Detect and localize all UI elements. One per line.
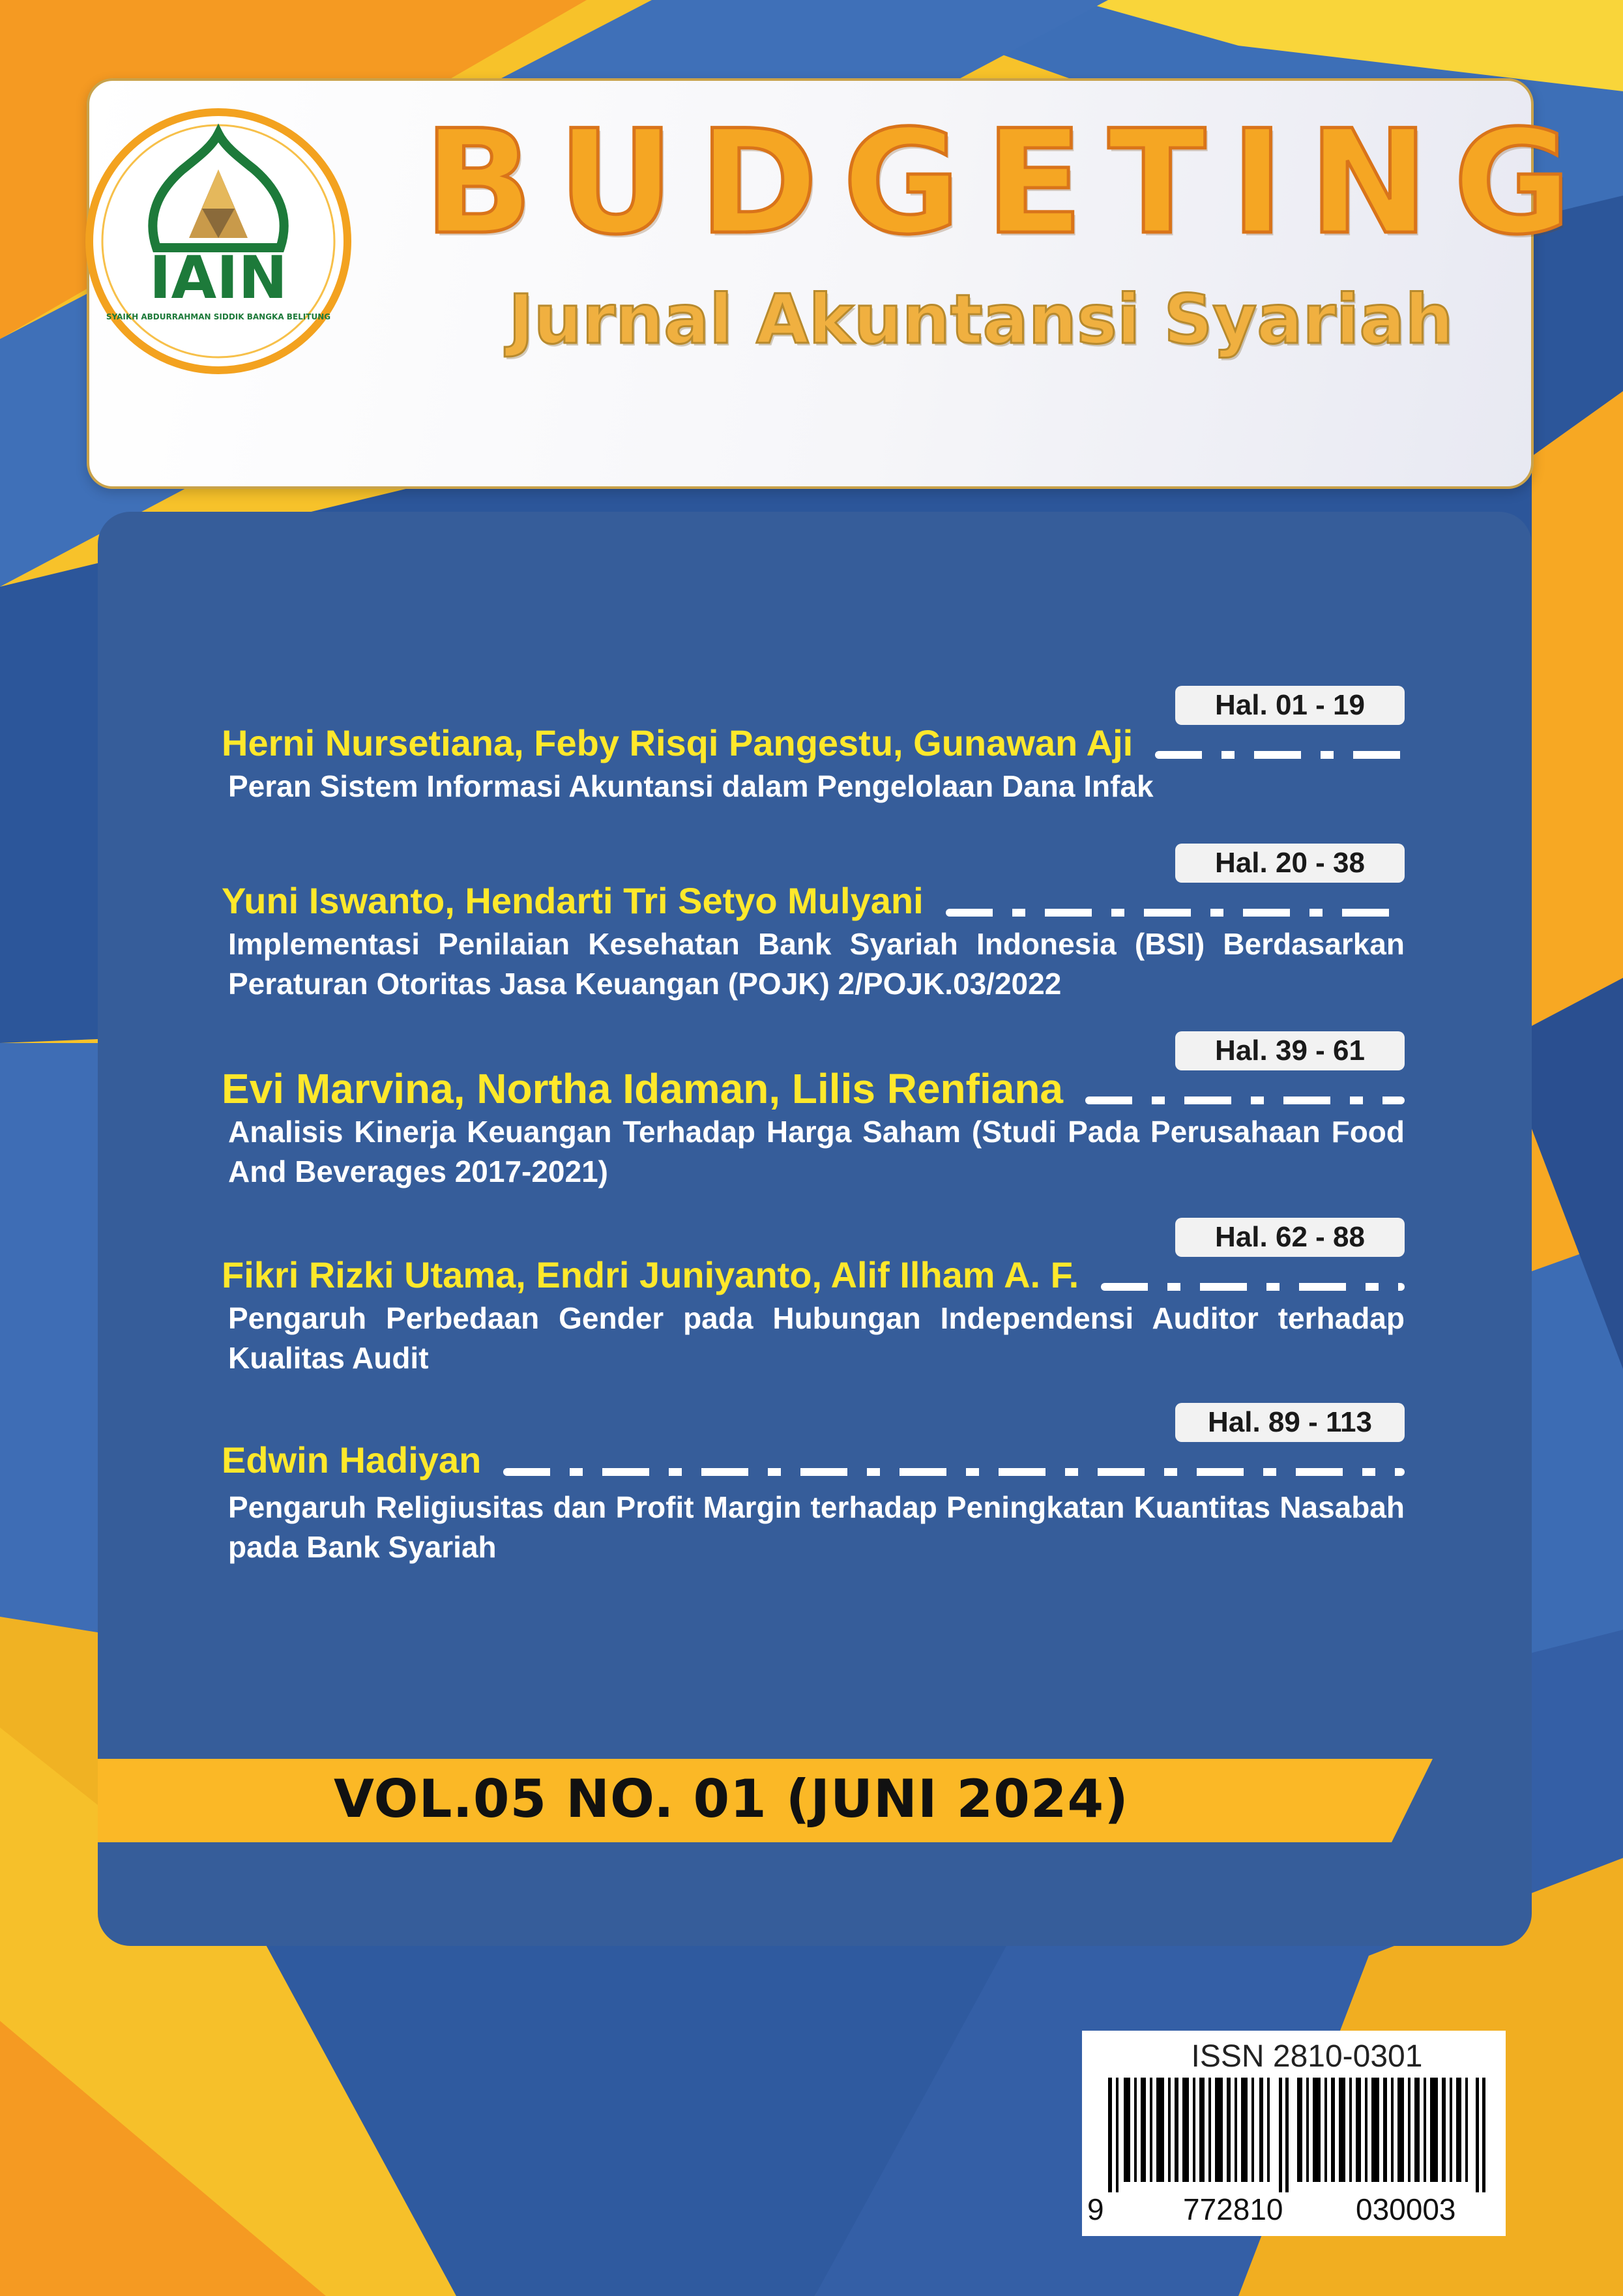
logo-subtext: SYAIKH ABDURRAHMAN SIDDIK BANGKA BELITUNG <box>106 312 331 321</box>
article-authors: Herni Nursetiana, Feby Risqi Pangestu, Gunawan Aji <box>222 722 1133 763</box>
logo-word: IAIN <box>149 244 287 312</box>
issn-barcode <box>1082 2031 1506 2236</box>
journal-title: BUDGETING <box>424 99 1596 266</box>
barcode-bars <box>1108 2078 1499 2192</box>
article-title: Pengaruh Religiusitas dan Profit Margin terhadap Peningkatan Kuantitas Nasabah pada Bank Syariah <box>228 1490 1405 1564</box>
page-range-badge: Hal. 39 - 61 <box>1175 1031 1405 1070</box>
volume-issue: VOL.05 NO. 01 (JUNI 2024) <box>334 1769 1129 1829</box>
barcode-prefix: 9 <box>1087 2192 1104 2226</box>
page-range-badge: Hal. 01 - 19 <box>1175 686 1405 725</box>
article-title: Analisis Kinerja Keuangan Terhadap Harga Saham (Studi Pada Perusahaan Food And Beverages 2017-2021) <box>228 1115 1405 1188</box>
issn-number: ISSN 2810-0301 <box>1191 2039 1423 2074</box>
article-authors: Evi Marvina, Northa Idaman, Lilis Renfiana <box>222 1065 1063 1112</box>
journal-subtitle: Jurnal Akuntansi Syariah <box>508 280 1454 359</box>
article-title: Peran Sistem Informasi Akuntansi dalam Pengelolaan Dana Infak <box>228 769 1154 803</box>
article-authors: Fikri Rizki Utama, Endri Juniyanto, Alif Ilham A. F. <box>222 1254 1079 1295</box>
barcode-right-digits: 030003 <box>1356 2192 1456 2226</box>
article-title: Implementasi Penilaian Kesehatan Bank Syariah Indonesia (BSI) Berdasarkan Peraturan Otoritas Jasa Keuangan (POJK) 2/POJK.03/2022 <box>228 927 1405 1001</box>
article-authors: Yuni Iswanto, Hendarti Tri Setyo Mulyani <box>222 880 924 921</box>
page-range-badge: Hal. 62 - 88 <box>1175 1218 1405 1257</box>
page-range-badge: Hal. 20 - 38 <box>1175 844 1405 883</box>
article-authors: Edwin Hadiyan <box>222 1439 482 1480</box>
barcode-left-digits: 772810 <box>1183 2192 1283 2226</box>
article-title: Pengaruh Perbedaan Gender pada Hubungan Independensi Auditor terhadap Kualitas Audit <box>228 1301 1405 1375</box>
page-range-badge: Hal. 89 - 113 <box>1175 1403 1405 1442</box>
